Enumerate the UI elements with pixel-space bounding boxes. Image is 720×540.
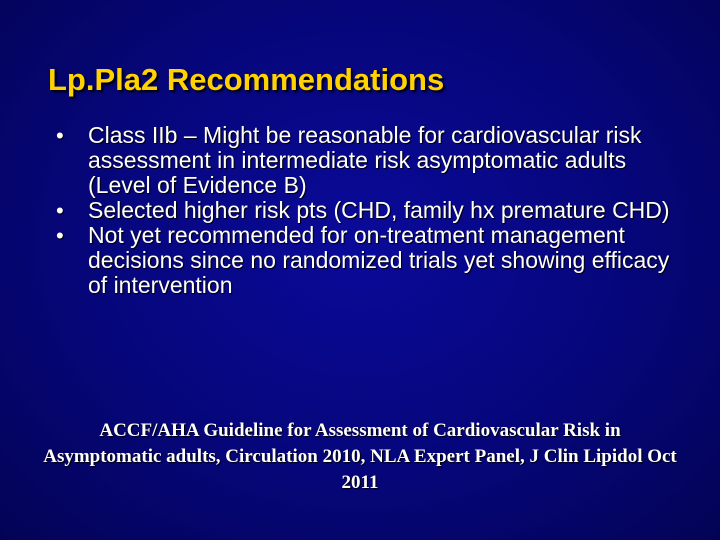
bullet-icon: • (56, 223, 64, 248)
bullet-item (56, 123, 676, 198)
slide-title: Lp.Pla2 Recommendations (48, 62, 445, 97)
citation: ACCF/AHA Guideline for Assessment of Cardiovascular Risk in Asymptomatic adults, Circulation 2010, NLA Expert Panel, J Clin Lipidol Oct 2011 (43, 420, 677, 493)
bullet-item (56, 198, 676, 223)
bullet-text: Not yet recommended for on-treatment management decisions since no randomized trials yet showing efficacy of intervention (88, 222, 670, 298)
bullet-icon: • (56, 123, 64, 148)
bullet-list (56, 123, 676, 298)
bullet-text: Selected higher risk pts (CHD, family hx premature CHD) (88, 197, 670, 223)
bullet-item (56, 223, 676, 298)
bullet-text: Class IIb – Might be reasonable for cardiovascular risk assessment in intermediate risk asymptomatic adults (Level of Evidence B) (88, 122, 642, 198)
bullet-icon: • (56, 198, 64, 223)
